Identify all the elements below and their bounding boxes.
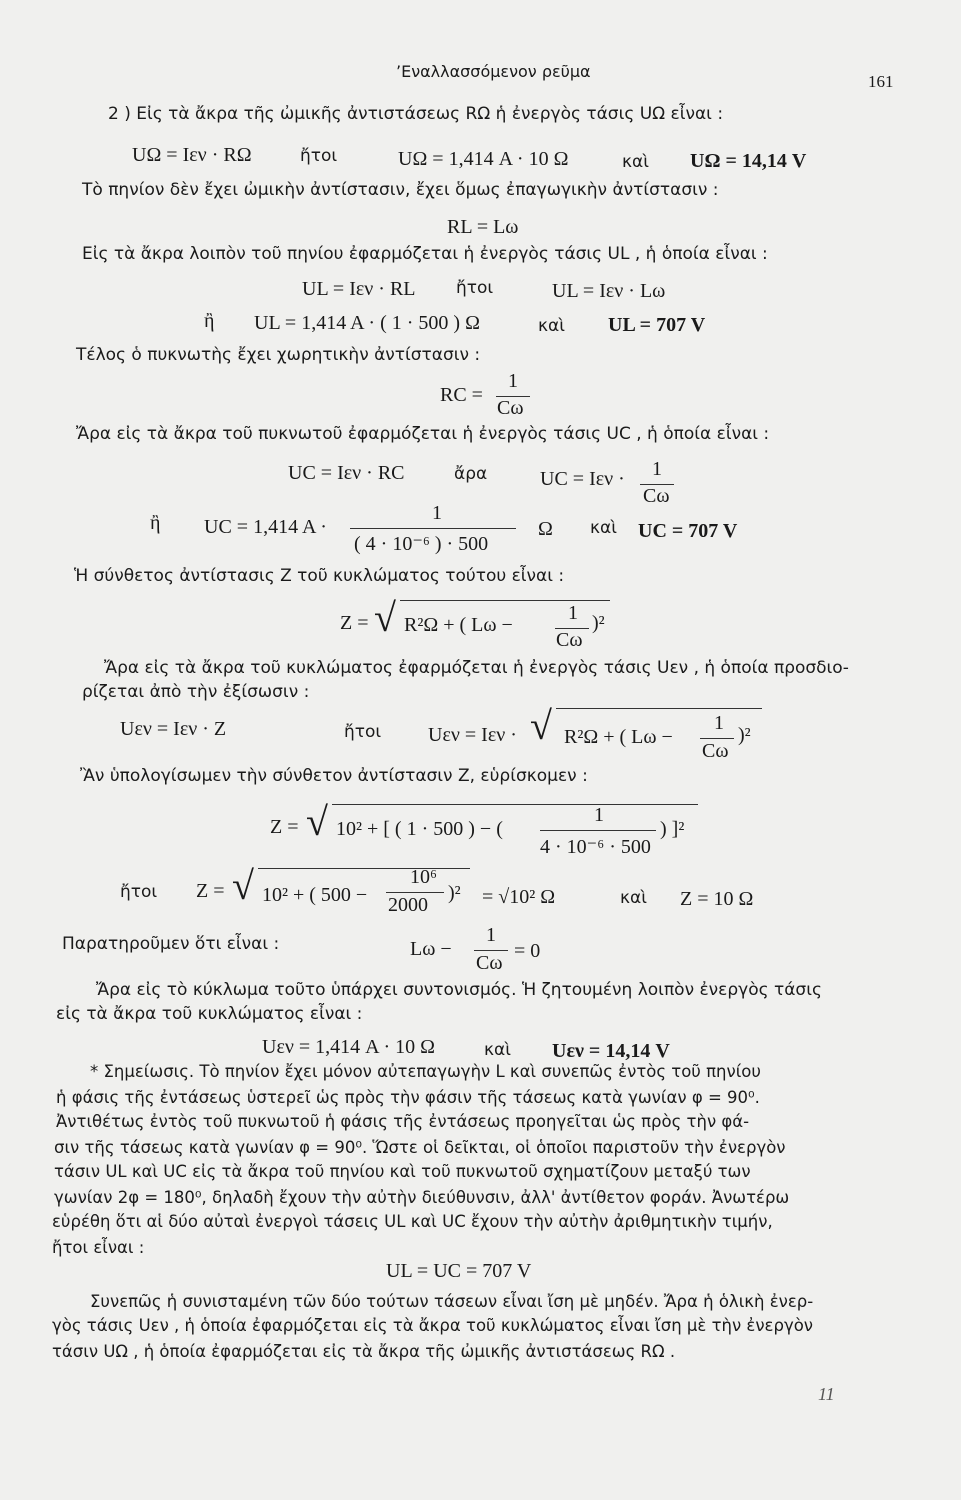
note-line: σιν τῆς τάσεως κατὰ γωνίαν φ = 90⁰. Ὥστε οἱ δεῖκται, οἱ ὁποῖοι παριστοῦν τὴν ἐνεργὸν: [54, 1138, 786, 1157]
equation: UL = 1,414 A · ( 1 · 500 ) Ω: [254, 312, 480, 334]
fraction-bar: [474, 950, 508, 951]
fraction-numerator: 1: [432, 502, 442, 524]
text-line: 2 ) Εἰς τὰ ἄκρα τῆς ὠμικῆς ἀντιστάσεως RΩ ἡ ἐνεργὸς τάσις UΩ εἶναι :: [108, 104, 724, 124]
fraction-denominator: ( 4 · 10⁻⁶ ) · 500: [354, 533, 489, 555]
equation-result: UC = 707 V: [638, 520, 738, 542]
text-line: Ἂν ὑπολογίσωμεν τὴν σύνθετον ἀντίστασιν Z, εὑρίσκομεν :: [80, 766, 588, 786]
radical-sign: √: [530, 703, 552, 748]
note-line: Συνεπῶς ἡ συνισταμένη τῶν δύο τούτων τάσεων εἶναι ἴση μὲ μηδέν. Ἄρα ἡ ὁλικὴ ἐνερ-: [90, 1292, 814, 1311]
equation: R²Ω + ( Lω −: [404, 614, 513, 636]
radical-sign: √: [374, 595, 396, 640]
radical-bar: [400, 600, 610, 601]
note-line: * Σημείωσις. Τὸ πηνίον ἔχει μόνον αὐτεπαγωγὴν L καὶ συνεπῶς ἐντὸς τοῦ πηνίου: [90, 1062, 761, 1081]
equation: Ω: [538, 518, 553, 540]
note-line: ἡ φάσις τῆς ἐντάσεως ὑστερεῖ ὡς πρὸς τὴν φάσιν τῆς τάσεως κατὰ γωνίαν φ = 90⁰.: [56, 1088, 760, 1107]
text-line: Ἡ σύνθετος ἀντίστασις Z τοῦ κυκλώματος τούτου εἶναι :: [74, 566, 565, 586]
equation: )²: [738, 724, 751, 746]
radical-sign: √: [232, 863, 254, 908]
text-line: Εἰς τὰ ἄκρα λοιπὸν τοῦ πηνίου ἐφαρμόζεται ἡ ἐνεργὸς τάσις UL , ἡ ὁποία εἶναι :: [82, 244, 768, 264]
fraction-denominator: 2000: [388, 894, 428, 916]
equation-word: ἢ: [150, 512, 161, 534]
text-line: Ἄρα εἰς τὰ ἄκρα τοῦ πυκνωτοῦ ἐφαρμόζεται ἡ ἐνεργὸς τάσις UC , ἡ ὁποία εἶναι :: [76, 424, 770, 444]
radical-bar: [556, 708, 762, 709]
equation: )²: [448, 882, 461, 904]
equation: UΩ = Iεν · RΩ: [132, 144, 252, 166]
fraction-numerator: 10⁶: [410, 866, 437, 888]
fraction-denominator: Cω: [476, 952, 503, 974]
note-line: εὑρέθη ὅτι αἱ δύο αὐταὶ ἐνεργοὶ τάσεις UL καὶ UC ἔχουν τὴν αὐτὴν ἀριθμητικὴν τιμήν,: [52, 1212, 773, 1231]
equation-word: καὶ: [620, 888, 647, 908]
equation-word: καὶ: [538, 316, 565, 336]
equation: UL = Iεν · Lω: [552, 280, 666, 302]
fraction-bar: [386, 892, 444, 893]
equation: Z =: [270, 816, 299, 838]
fraction-bar: [540, 830, 656, 831]
equation-word: ἢ: [204, 310, 215, 332]
note-line: ἤτοι εἶναι :: [52, 1238, 145, 1257]
note-line: γὸς τάσις Uεν , ἡ ὁποία ἐφαρμόζεται εἰς τὰ ἄκρα τοῦ κυκλώματος εἶναι ἴση μὲ τὴν ἐνεργὸν: [52, 1316, 814, 1335]
fraction-denominator: Cω: [497, 397, 524, 419]
fraction-numerator: 1: [714, 712, 724, 734]
equation-word: ἤτοι: [120, 882, 158, 902]
equation-word: ἤτοι: [456, 278, 494, 298]
equation-word: καὶ: [590, 518, 617, 538]
fraction-numerator: 1: [486, 924, 496, 946]
text-line: εἰς τὰ ἄκρα τοῦ κυκλώματος εἶναι :: [56, 1004, 363, 1024]
radical-bar: [258, 868, 470, 869]
equation: ) ]²: [660, 818, 685, 840]
running-header: ’Εναλλασσόμενον ρεῦμα: [396, 62, 591, 81]
fraction-bar: [350, 528, 516, 529]
equation: = 0: [514, 940, 541, 962]
text-line: Ἄρα εἰς τὰ ἄκρα τοῦ κυκλώματος ἐφαρμόζεται ἡ ἐνεργὸς τάσις Uεν , ἡ ὁποία προσδιο-: [104, 658, 849, 678]
text-line: ρίζεται ἀπὸ τὴν ἐξίσωσιν :: [82, 682, 310, 702]
equation-word: ἤτοι: [300, 146, 338, 166]
equation-word: ἤτοι: [344, 722, 382, 742]
note-line: γωνίαν 2φ = 180⁰, δηλαδὴ ἔχουν τὴν αὐτὴν διεύθυνσιν, ἀλλ' ἀντίθετον φοράν. Ἀνωτέρω: [54, 1188, 790, 1207]
equation: UC = Iεν · RC: [288, 462, 405, 484]
equation-word: ἄρα: [454, 464, 488, 484]
fraction-numerator: 1: [568, 602, 578, 624]
equation: UΩ = 1,414 A · 10 Ω: [398, 148, 569, 170]
text-line: Τὸ πηνίον δὲν ἔχει ὠμικὴν ἀντίστασιν, ἔχει ὅμως ἐπαγωγικὴν ἀντίστασιν :: [82, 180, 719, 200]
equation-result: Uεν = 14,14 V: [552, 1040, 670, 1062]
fraction-denominator: Cω: [556, 629, 583, 651]
fraction-numerator: 1: [594, 804, 604, 826]
equation: Z =: [196, 880, 225, 902]
note-line: τάσιν UΩ , ἡ ὁποία ἐφαρμόζεται εἰς τὰ ἄκρα τῆς ὠμικῆς ἀντιστάσεως RΩ .: [52, 1342, 676, 1361]
equation: Uεν = Iεν ·: [428, 724, 517, 746]
printer-signature: 11: [818, 1384, 835, 1404]
equation: Z =: [340, 612, 369, 634]
equation: )²: [592, 612, 605, 634]
equation-result: UΩ = 14,14 V: [690, 150, 807, 172]
note-line: τάσιν UL καὶ UC εἰς τὰ ἄκρα τοῦ πηνίου καὶ τοῦ πυκνωτοῦ σχηματίζουν μεταξύ των: [54, 1162, 751, 1181]
equation-result: Z = 10 Ω: [680, 888, 754, 910]
equation: 10² + [ ( 1 · 500 ) − (: [336, 818, 503, 840]
fraction-denominator: 4 · 10⁻⁶ · 500: [540, 836, 651, 858]
equation: 10² + ( 500 −: [262, 884, 368, 906]
equation: Uεν = Iεν · Z: [120, 718, 227, 740]
equation-word: καὶ: [484, 1040, 511, 1060]
note-line: Ἀντιθέτως ἐντὸς τοῦ πυκνωτοῦ ἡ φάσις τῆς ἐντάσεως προηγεῖται ὡς πρὸς τὴν φά-: [56, 1112, 750, 1131]
equation: UC = Iεν ·: [540, 468, 625, 490]
equation: Uεν = 1,414 A · 10 Ω: [262, 1036, 436, 1058]
page-number: 161: [868, 72, 894, 91]
equation: Lω −: [410, 938, 452, 960]
equation: UC = 1,414 A ·: [204, 516, 327, 538]
equation: UL = UC = 707 V: [386, 1260, 532, 1282]
equation-word: καὶ: [622, 152, 649, 172]
equation: R²Ω + ( Lω −: [564, 726, 673, 748]
equation: = √10² Ω: [482, 886, 556, 908]
radical-bar: [332, 804, 698, 805]
equation: UL = Iεν · RL: [302, 278, 416, 300]
equation: RL = Lω: [447, 216, 519, 238]
fraction-bar: [700, 738, 734, 739]
text-line: Τέλος ὁ πυκνωτὴς ἔχει χωρητικὴν ἀντίστασιν :: [76, 345, 481, 365]
fraction-denominator: Cω: [702, 740, 729, 762]
text-line: Παρατηροῦμεν ὅτι εἶναι :: [62, 934, 280, 954]
radical-sign: √: [306, 799, 328, 844]
fraction-denominator: Cω: [643, 485, 670, 507]
fraction-numerator: 1: [652, 458, 662, 480]
equation-result: UL = 707 V: [608, 314, 706, 336]
equation: RC =: [440, 384, 483, 406]
text-line: Ἄρα εἰς τὸ κύκλωμα τοῦτο ὑπάρχει συντονισμός. Ἡ ζητουμένη λοιπὸν ἐνεργὸς τάσις: [96, 980, 822, 1000]
fraction-numerator: 1: [508, 370, 518, 392]
